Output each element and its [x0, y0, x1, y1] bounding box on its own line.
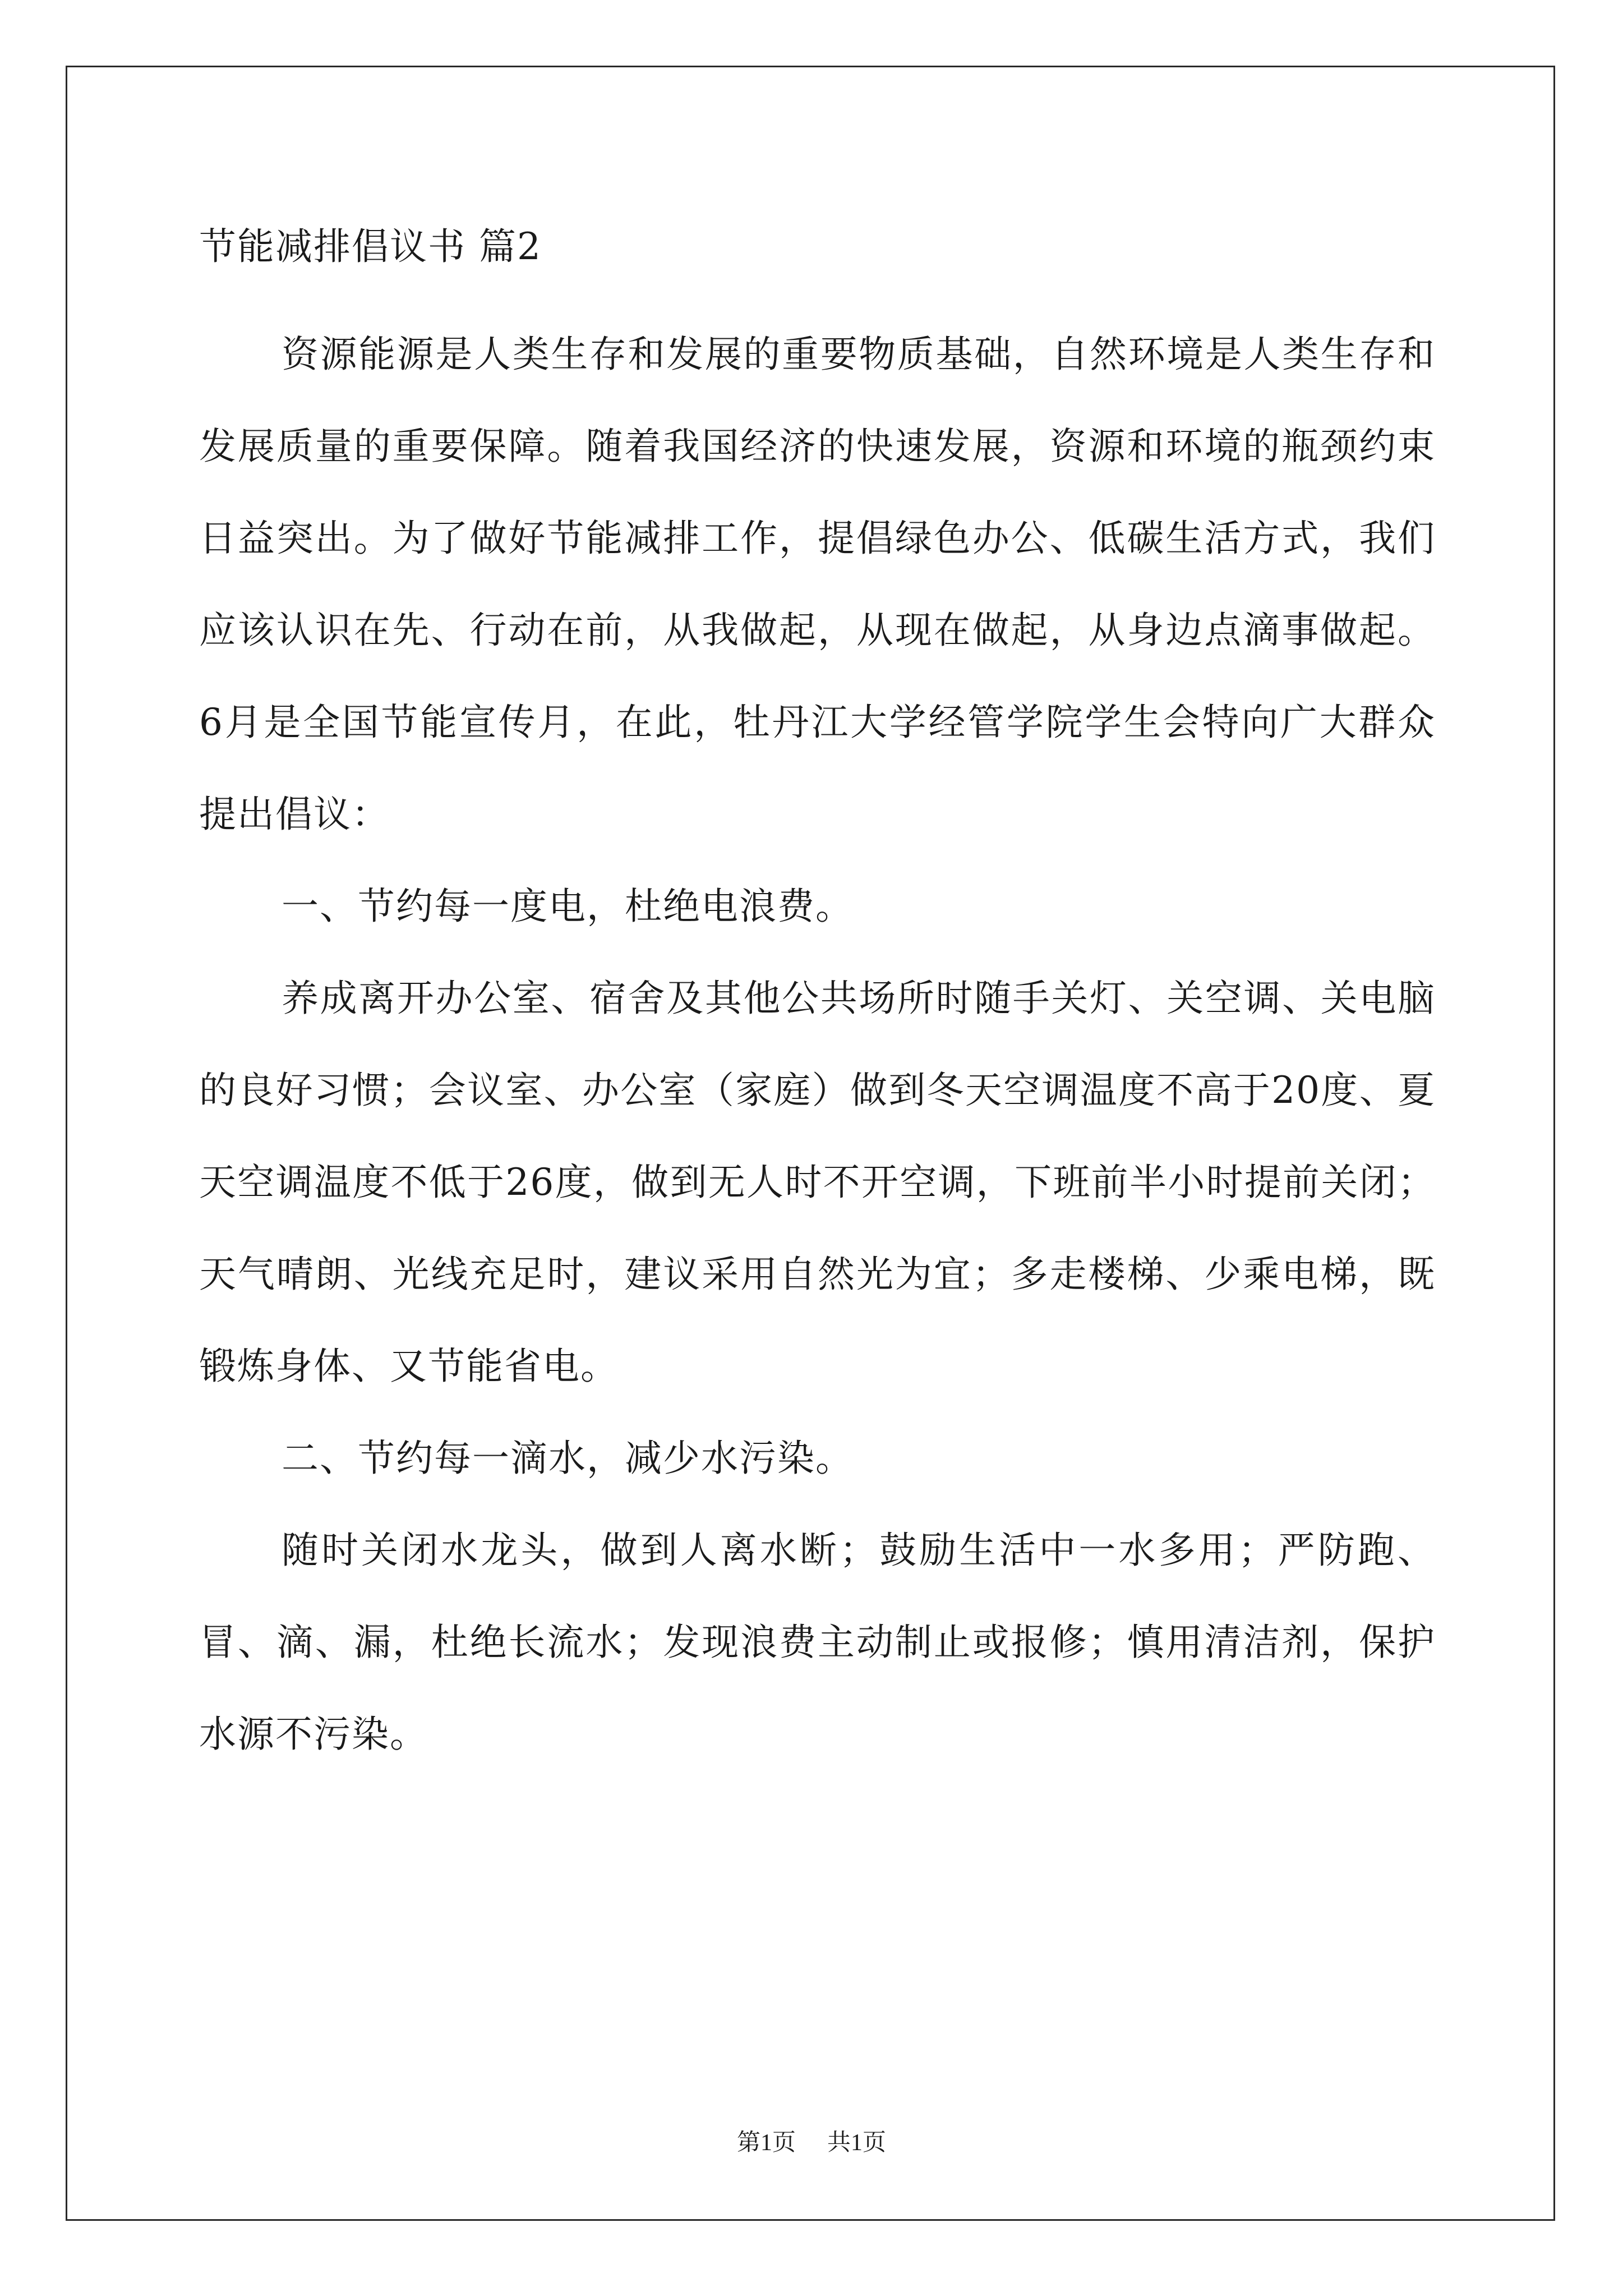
paragraph-heading-water: 二、节约每一滴水，减少水污染。	[282, 1437, 854, 1480]
page-total: 共1页	[827, 2130, 887, 2156]
page-number: 第1页	[736, 2130, 796, 2156]
page-footer	[0, 2126, 1623, 2160]
paragraph-intro: 资源能源是人类生存和发展的重要物质基础，自然环境是人类生存和发展质量的重要保障。随着我国经济的快速发展，资源和环境的瓶颈约束日益突出。为了做好节能减排工作，提倡绿色办公、低碳生活方式，我们应该认识在先、行动在前，从我做起，从现在做起，从身边点滴事做起。6月是全国节能宣传月，在此，牡丹江大学经管学院学生会特向广大群众提出倡议：	[199, 333, 1436, 836]
paragraph-electricity: 养成离开办公室、宿舍及其他公共场所时随手关灯、关空调、关电脑的良好习惯；会议室、办公室（家庭）做到冬天空调温度不高于20度、夏天空调温度不低于26度，做到无人时不开空调，下班前半小时提前关闭；天气晴朗、光线充足时，建议采用自然光为宜；多走楼梯、少乘电梯，既锻炼身体、又节能省电。	[199, 977, 1436, 1388]
paragraph-water: 随时关闭水龙头，做到人离水断；鼓励生活中一水多用；严防跑、冒、滴、漏，杜绝长流水；发现浪费主动制止或报修；慎用清洁剂，保护水源不污染。	[199, 1529, 1436, 1756]
paragraph-heading-electricity: 一、节约每一度电，杜绝电浪费。	[282, 885, 854, 928]
document-body	[199, 219, 1436, 1780]
document-title: 节能减排倡议书 篇2	[199, 225, 542, 268]
